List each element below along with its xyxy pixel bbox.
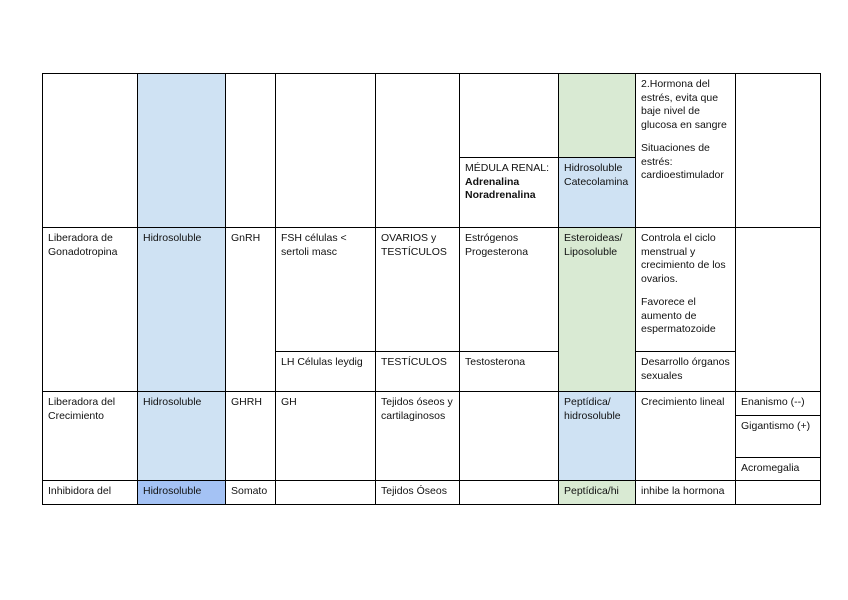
cell-funcion[interactable] (636, 481, 736, 505)
cell-trastorno[interactable] (736, 458, 821, 481)
cell-sigla[interactable] (226, 228, 276, 392)
nombre-text: Liberadora de Gonadotropina (48, 232, 118, 258)
hormone-table (42, 73, 821, 505)
organo-text: Tejidos Óseos (381, 485, 447, 497)
organo-text: Tejidos óseos y cartilaginosos (381, 396, 453, 422)
funcion-text: Favorece el aumento de espermatozoide (641, 296, 716, 335)
cell-tipo[interactable] (559, 228, 636, 392)
funcion-text: inhibe la hormona (641, 485, 725, 497)
cell-empty[interactable] (460, 481, 559, 505)
cell-empty[interactable] (43, 74, 138, 228)
cell-empty[interactable] (736, 481, 821, 505)
cell-empty[interactable] (276, 481, 376, 505)
medula-lead: MÉDULA RENAL: (465, 162, 550, 174)
cell-organo[interactable] (376, 481, 460, 505)
cell-tipo[interactable] (559, 392, 636, 481)
cell-organo[interactable] (376, 392, 460, 481)
cell-hormona[interactable] (276, 392, 376, 481)
cell-nombre[interactable] (43, 392, 138, 481)
sigla-text: Somato (231, 485, 268, 497)
producto-text: Estrógenos Progesterona (465, 232, 529, 258)
organo-text: OVARIOS y TESTÍCULOS (381, 232, 447, 258)
cell-tipo[interactable] (559, 481, 636, 505)
trastorno-text: Enanismo (--) (741, 396, 805, 408)
cell-empty[interactable] (276, 74, 376, 228)
funcion-text: Situaciones de estrés: cardioestimulador (641, 142, 724, 181)
hormona-text: GH (281, 396, 297, 408)
hormone-noradrenalina: Noradrenalina (465, 189, 536, 201)
funcion-text: Crecimiento lineal (641, 396, 725, 408)
cell-solubilidad-selected[interactable] (138, 481, 226, 505)
hormona-text: FSH células < sertoli masc (281, 232, 347, 258)
cell-medula-renal[interactable] (460, 158, 559, 228)
cell-trastorno[interactable] (736, 392, 821, 416)
tipo-text: Peptídica/ hidrosoluble (564, 396, 621, 422)
cell-funcion[interactable] (636, 352, 736, 392)
producto-text: Testosterona (465, 356, 526, 368)
cell-empty[interactable] (376, 74, 460, 228)
cell-funcion-estres[interactable] (636, 74, 736, 228)
cell-tipo[interactable] (559, 158, 636, 228)
tipo-text: Hidrosoluble Catecolamina (564, 162, 629, 188)
sigla-text: GnRH (231, 232, 261, 244)
cell-empty[interactable] (736, 228, 821, 392)
cell-producto[interactable] (460, 352, 559, 392)
cell-solubilidad[interactable] (138, 228, 226, 392)
cell-empty[interactable] (226, 74, 276, 228)
cell-solubilidad[interactable] (138, 392, 226, 481)
funcion-text: Controla el ciclo menstrual y crecimiento de los ovarios. (641, 232, 726, 285)
cell-trastorno[interactable] (736, 416, 821, 458)
cell-nombre[interactable] (43, 228, 138, 392)
tipo-text: Esteroideas/ Liposoluble (564, 232, 623, 258)
hormona-text: LH Células leydig (281, 356, 363, 368)
funcion-text: 2.Hormona del estrés, evita que baje nivel de glucosa en sangre (641, 78, 727, 131)
funcion-text: Desarrollo órganos sexuales (641, 356, 730, 382)
cell-empty[interactable] (138, 74, 226, 228)
tipo-text: Peptídica/hi (564, 485, 619, 497)
cell-funcion[interactable] (636, 228, 736, 352)
nombre-text: Liberadora del Crecimiento (48, 396, 116, 422)
nombre-text: Inhibidora del (48, 485, 112, 497)
cell-empty[interactable] (460, 74, 559, 158)
cell-hormona[interactable] (276, 228, 376, 352)
solubilidad-text: Hidrosoluble (143, 485, 202, 497)
trastorno-text: Gigantismo (+) (741, 420, 811, 432)
hormone-adrenalina: Adrenalina (465, 175, 520, 188)
trastorno-text: Acromegalia (741, 462, 800, 474)
cell-empty[interactable] (559, 74, 636, 158)
cell-empty[interactable] (736, 74, 821, 228)
cell-organo[interactable] (376, 352, 460, 392)
cell-organo[interactable] (376, 228, 460, 352)
cell-sigla[interactable] (226, 481, 276, 505)
cell-sigla[interactable] (226, 392, 276, 481)
cell-hormona[interactable] (276, 352, 376, 392)
solubilidad-text: Hidrosoluble (143, 396, 202, 408)
sigla-text: GHRH (231, 396, 262, 408)
solubilidad-text: Hidrosoluble (143, 232, 202, 244)
organo-text: TESTÍCULOS (381, 356, 447, 368)
cell-producto[interactable] (460, 228, 559, 352)
cell-funcion[interactable] (636, 392, 736, 481)
cell-empty[interactable] (460, 392, 559, 481)
cell-nombre[interactable] (43, 481, 138, 505)
